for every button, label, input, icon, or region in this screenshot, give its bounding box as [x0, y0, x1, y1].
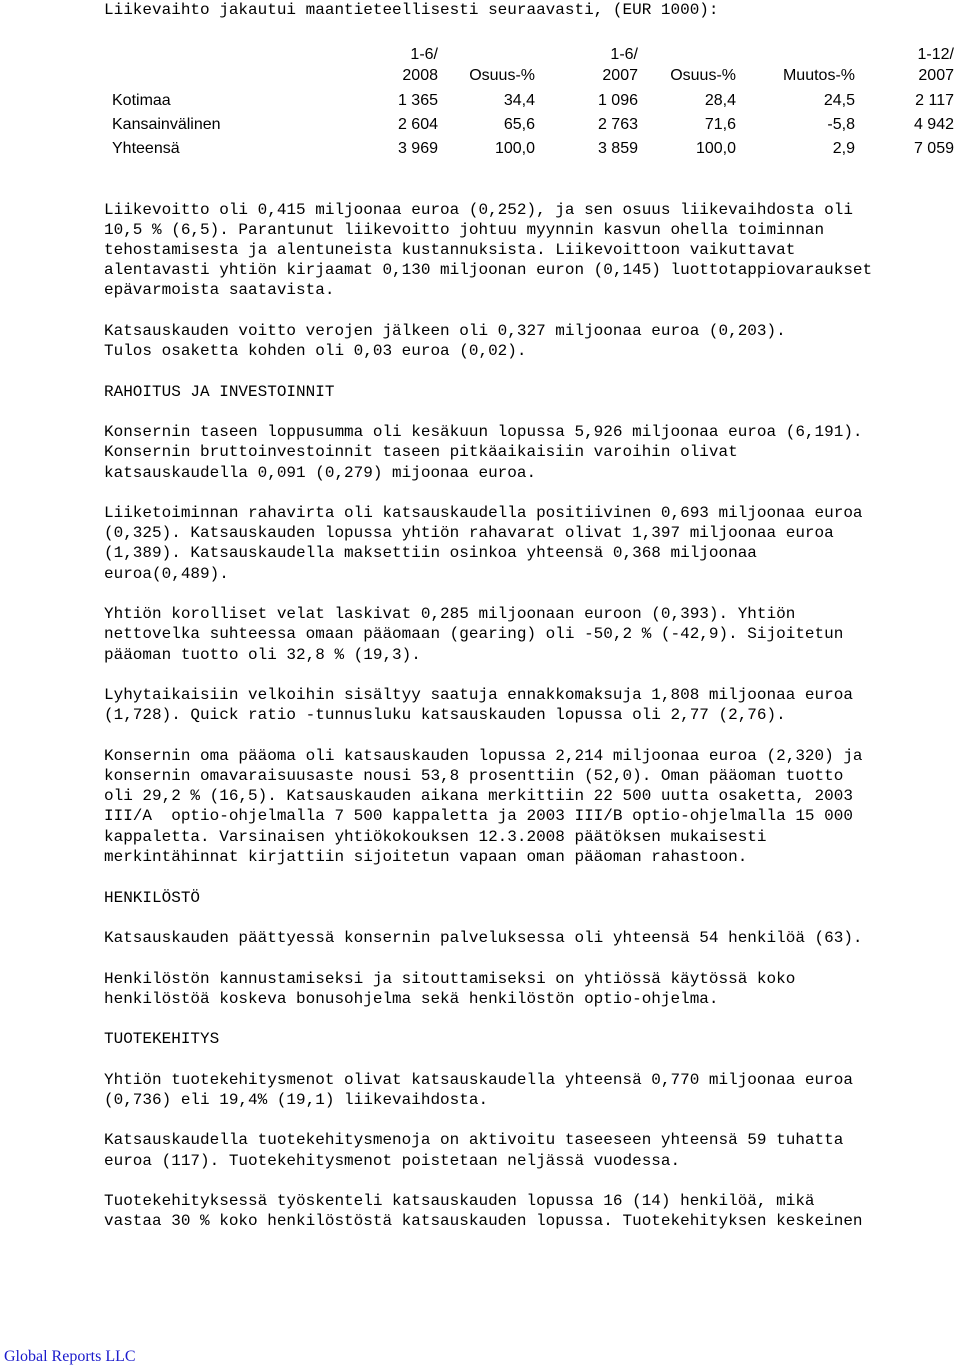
table-header-cell: 1-6/: [610, 46, 638, 63]
table-row: [104, 139, 960, 159]
table-cell: 71,6: [704, 116, 736, 133]
text-line: henkilöstöä koskeva bonusohjelma sekä henkilöstön optio-ohjelma.: [104, 990, 719, 1008]
text-line: 10,5 % (6,5). Parantunut liikevoitto johtuu myynnin kasvun ohella toiminnan: [104, 221, 825, 239]
table-cell: 3 969: [397, 140, 438, 157]
table-cell: 24,5: [823, 92, 855, 109]
text-line: tehostamisesta ja alentuneista kustannuksista. Liikevoittoon vaikuttavat: [104, 241, 796, 259]
table-row-label: Kansainvälinen: [112, 116, 221, 133]
table-cell: 100,0: [695, 140, 736, 157]
table-cell: 1 096: [597, 92, 638, 109]
text-line: Tuotekehityksessä työskenteli katsauskauden lopussa 16 (14) henkilöä, mikä: [104, 1192, 815, 1210]
table-cell: 1 365: [397, 92, 438, 109]
text-line: alentavasti yhtiön kirjaamat 0,130 miljoonan euron (0,145) luottotappiovaraukset: [104, 261, 873, 279]
table-header-cell: Osuus-%: [469, 67, 535, 84]
text-line: Katsauskauden päättyessä konsernin palveluksessa oli yhteensä 54 henkilöä (63).: [104, 929, 863, 947]
text-line: Tulos osaketta kohden oli 0,03 euroa (0,02).: [104, 342, 527, 360]
text-line: Henkilöstön kannustamiseksi ja sitouttamiseksi on yhtiössä käytössä koko: [104, 970, 796, 988]
text-line: merkintähinnat kirjattiin sijoitetun vapaan oman pääoman rahastoon.: [104, 848, 748, 866]
text-line: Liikevoitto oli 0,415 miljoonaa euroa (0,252), ja sen osuus liikevaihdosta oli: [104, 201, 853, 219]
table-cell: -5,8: [827, 116, 855, 133]
table-cell: 28,4: [704, 92, 736, 109]
table-header-cell: 2008: [402, 67, 438, 84]
text-line: Konsernin oma pääoma oli katsauskauden lopussa 2,214 miljoonaa euroa (2,320) ja: [104, 747, 863, 765]
table-row: [104, 115, 960, 135]
text-line: vastaa 30 % koko henkilöstöstä katsauskauden lopussa. Tuotekehityksen keskeinen: [104, 1212, 863, 1230]
section-heading: TUOTEKEHITYS: [104, 1030, 220, 1048]
table-row-label: Kotimaa: [112, 92, 171, 109]
text-line: euroa (117). Tuotekehitysmenot poistetaan neljässä vuodessa.: [104, 1152, 681, 1170]
table-cell: 34,4: [503, 92, 535, 109]
text-line: pääoman tuotto oli 32,8 % (19,3).: [104, 646, 421, 664]
table-cell: 2 763: [597, 116, 638, 133]
table-cell: 2 117: [915, 92, 954, 109]
text-line: Liiketoiminnan rahavirta oli katsauskaudella positiivinen 0,693 miljoonaa euroa: [104, 504, 863, 522]
table-cell: 4 942: [913, 116, 954, 133]
text-line: Konsernin bruttoinvestoinnit taseen pitkäaikaisiin varoihin olivat: [104, 443, 738, 461]
text-line: (0,325). Katsauskauden lopussa yhtiön rahavarat olivat 1,397 miljoonaa euroa: [104, 524, 834, 542]
text-line: (0,736) eli 19,4% (19,1) liikevaihdosta.: [104, 1091, 489, 1109]
table-header-cell: Osuus-%: [670, 67, 736, 84]
text-line: kappaletta. Varsinaisen yhtiökokouksen 12.3.2008 päätöksen mukaisesti: [104, 828, 767, 846]
section-heading: RAHOITUS JA INVESTOINNIT: [104, 383, 335, 401]
table-header-cell: Muutos-%: [782, 67, 855, 84]
table-header-cell: 2007: [918, 67, 954, 84]
text-line: (1,389). Katsauskaudella maksettiin osinkoa yhteensä 0,368 miljoonaa: [104, 544, 757, 562]
text-line: epävarmoista saatavista.: [104, 281, 335, 299]
table-header-cell: 1-12/: [917, 46, 954, 63]
section-heading: HENKILÖSTÖ: [104, 889, 201, 907]
text-line: oli 29,2 % (16,5). Katsauskauden aikana merkittiin 22 500 uutta osaketta, 2003: [104, 787, 853, 805]
text-line: nettovelka suhteessa omaan pääomaan (gearing) oli -50,2 % (-42,9). Sijoitetun: [104, 625, 844, 643]
table-header-cell: 1-6/: [410, 46, 438, 63]
text-line: Yhtiön korolliset velat laskivat 0,285 miljoonaan euroon (0,393). Yhtiön: [104, 605, 796, 623]
text-line: Katsauskaudella tuotekehitysmenoja on aktivoitu taseeseen yhteensä 59 tuhatta: [104, 1131, 844, 1149]
table-header-cell: 2007: [602, 67, 638, 84]
text-line: Lyhytaikaisiin velkoihin sisältyy saatuja ennakkomaksuja 1,808 miljoonaa euroa: [104, 686, 853, 704]
table-cell: 100,0: [494, 140, 535, 157]
table-cell: 2,9: [832, 140, 855, 157]
text-line: konsernin omavaraisuusaste nousi 53,8 prosenttiin (52,0). Oman pääoman tuotto: [104, 767, 844, 785]
table-cell: 3 859: [597, 140, 638, 157]
table-row: [104, 91, 960, 111]
table-cell: 2 604: [397, 116, 438, 133]
table-header-row-2: [104, 66, 960, 86]
table-cell: 7 059: [913, 140, 954, 157]
text-line: (1,728). Quick ratio -tunnusluku katsauskauden lopussa oli 2,77 (2,76).: [104, 706, 786, 724]
text-line: Konsernin taseen loppusumma oli kesäkuun lopussa 5,926 miljoonaa euroa (6,191).: [104, 423, 863, 441]
text-line: katsauskaudella 0,091 (0,279) mijoonaa euroa.: [104, 464, 537, 482]
text-line: euroa(0,489).: [104, 565, 229, 583]
table-row-label: Yhteensä: [112, 140, 180, 157]
intro-text: Liikevaihto jakautui maantieteellisesti seuraavasti, (EUR 1000):: [104, 1, 719, 19]
footer-brand: Global Reports LLC: [4, 1348, 136, 1365]
text-line: Katsauskauden voitto verojen jälkeen oli 0,327 miljoonaa euroa (0,203).: [104, 322, 786, 340]
text-line: III/A optio-ohjelmalla 7 500 kappaletta ja 2003 III/B optio-ohjelmalla 15 000: [104, 807, 853, 825]
table-cell: 65,6: [503, 116, 535, 133]
text-line: Yhtiön tuotekehitysmenot olivat katsauskaudella yhteensä 0,770 miljoonaa euroa: [104, 1071, 853, 1089]
table-header-row-1: [104, 45, 960, 65]
